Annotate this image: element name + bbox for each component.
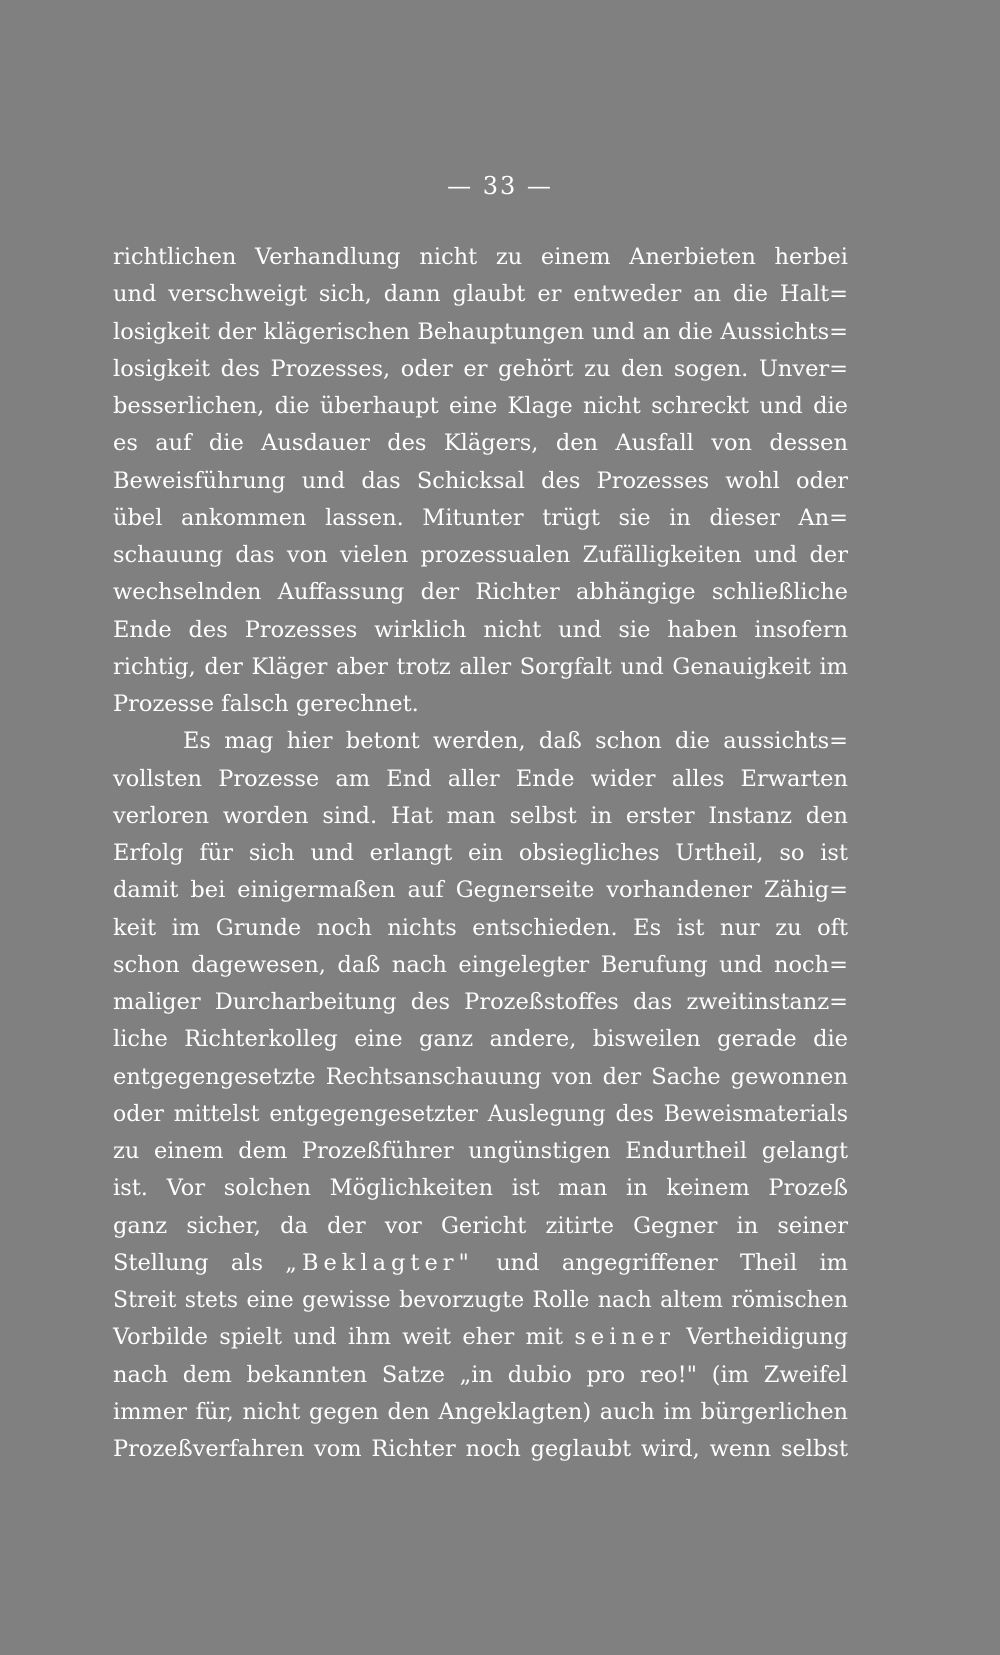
text-line: losigkeit der klägerischen Behauptungen und an die Aussichts= bbox=[113, 318, 848, 345]
text-line: übel ankommen lassen. Mitunter trügt sie in dieser An= bbox=[113, 504, 848, 531]
text-span: Vertheidigung bbox=[675, 1324, 848, 1351]
text-line bbox=[113, 1319, 848, 1356]
text-span: Vorbilde spielt und ihm weit eher mit bbox=[113, 1324, 575, 1351]
text-line: schauung das von vielen prozessualen Zufälligkeiten und der bbox=[113, 542, 848, 568]
text-line: keit im Grunde noch nichts entschieden. Es ist nur zu oft bbox=[113, 914, 848, 941]
text-line: Ende des Prozesses wirklich nicht und sie haben insofern bbox=[113, 616, 848, 643]
paragraph-container bbox=[113, 239, 848, 1245]
body-text bbox=[113, 239, 848, 1468]
text-line: richtig, der Kläger aber trotz aller Sorgfalt und Genauigkeit im bbox=[113, 653, 848, 680]
text-line: Es mag hier betont werden, daß schon die aussichts= bbox=[183, 728, 848, 755]
text-line: es auf die Ausdauer des Klägers, den Ausfall von dessen bbox=[113, 430, 848, 457]
emphasized-word: seiner bbox=[574, 1324, 676, 1351]
text-line: besserlichen, die überhaupt eine Klage nicht schreckt und die bbox=[113, 393, 848, 419]
text-line: richtlichen Verhandlung nicht zu einem Anerbieten herbei bbox=[113, 244, 848, 270]
text-line bbox=[113, 1245, 848, 1282]
text-line: losigkeit des Prozesses, oder er gehört zu den sogen. Unver= bbox=[113, 355, 848, 382]
text-line: wechselnden Auffassung der Richter abhängige schließliche bbox=[113, 579, 848, 606]
emphasized-word: „Beklagter" bbox=[285, 1249, 474, 1276]
text-line: verloren worden sind. Hat man selbst in erster Instanz den bbox=[113, 802, 848, 829]
text-line: und verschweigt sich, dann glaubt er entweder an die Halt= bbox=[113, 281, 848, 308]
text-line: vollsten Prozesse am End aller Ende wider alles Erwarten bbox=[113, 765, 848, 792]
text-line: nach dem bekannten Satze „in dubio pro reo!" (im Zweifel bbox=[113, 1361, 848, 1388]
text-span: Stellung als bbox=[113, 1249, 286, 1276]
text-line: Beweisführung und das Schicksal des Prozesses wohl oder bbox=[113, 467, 848, 494]
text-line: Prozeßverfahren vom Richter noch geglaubt wird, wenn selbst bbox=[113, 1436, 848, 1462]
text-line: entgegengesetzte Rechtsanschauung von der Sache gewonnen bbox=[113, 1063, 848, 1090]
text-line: ganz sicher, da der vor Gericht zitirte Gegner in seiner bbox=[113, 1212, 848, 1239]
page-number: — 33 — bbox=[447, 172, 553, 200]
text-line: oder mittelst entgegengesetzter Auslegung des Beweismaterials bbox=[113, 1101, 848, 1127]
text-line: maliger Durcharbeitung des Prozeßstoffes das zweitinstanz= bbox=[113, 989, 848, 1015]
text-line: zu einem dem Prozeßführer ungünstigen Endurtheil gelangt bbox=[113, 1138, 848, 1164]
text-line: Erfolg für sich und erlangt ein obsiegliches Urtheil, so ist bbox=[113, 840, 848, 866]
text-span: und angegriffener Theil im bbox=[473, 1249, 848, 1276]
text-line: Streit stets eine gewisse bevorzugte Rolle nach altem römischen bbox=[113, 1288, 848, 1313]
text-line: schon dagewesen, daß nach eingelegter Berufung und noch= bbox=[113, 951, 848, 978]
text-line: Prozesse falsch gerechnet. bbox=[113, 691, 419, 717]
text-line: damit bei einigermaßen auf Gegnerseite vorhandener Zähig= bbox=[113, 877, 848, 904]
text-line: liche Richterkolleg eine ganz andere, bisweilen gerade die bbox=[113, 1026, 848, 1053]
text-line: ist. Vor solchen Möglichkeiten ist man in keinem Prozeß bbox=[113, 1175, 848, 1202]
text-line: immer für, nicht gegen den Angeklagten) auch im bürgerlichen bbox=[113, 1398, 848, 1425]
